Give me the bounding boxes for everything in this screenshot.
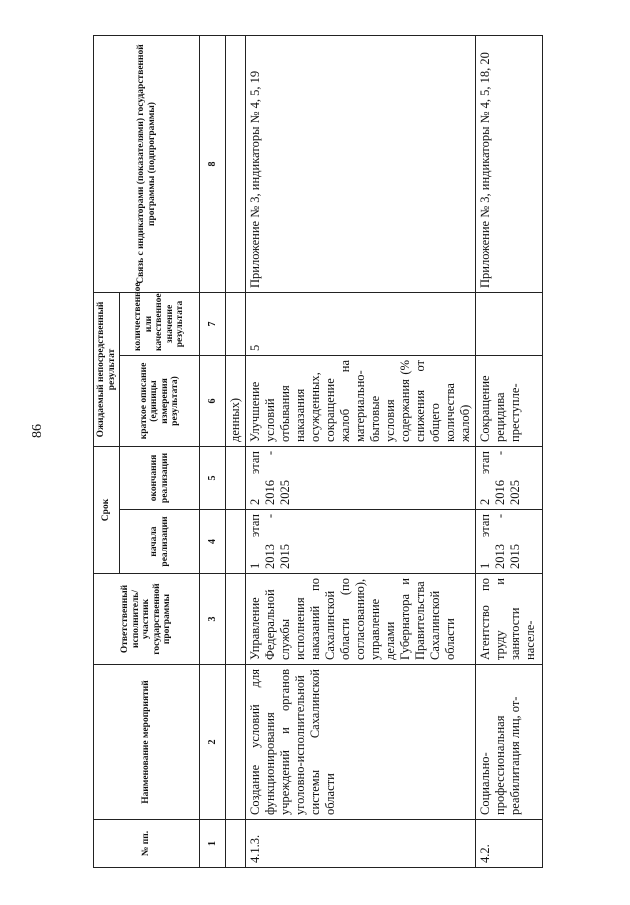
row-name: Социально-профессиональная реабилитация лиц, от-	[476, 665, 543, 820]
page-number: 86	[30, 424, 45, 438]
header-num: № пп.	[94, 820, 200, 868]
header-quant: количественное или качественное значение результата	[120, 293, 200, 356]
row-start: 1 этап 2013 - 2015	[246, 510, 476, 574]
header-executor: Ответственный исполнитель/ участник государственной программы	[94, 574, 200, 665]
header-link: Связь с индикаторами (показателями) государственной программы (подпрограммы)	[94, 36, 200, 293]
row-short: Сокращение рецидива преступле-	[476, 356, 543, 447]
header-name: Наименование мероприятий	[94, 665, 200, 820]
row-quant	[476, 293, 543, 356]
row-end: 2 этап 2016 - 2025	[246, 447, 476, 510]
rotated-table-container	[93, 36, 537, 868]
table-row	[476, 36, 543, 868]
column-number: 1	[200, 820, 226, 868]
row-short: Улучшение условий отбывания наказания осужденных, сокращение жалоб на материально-бытовые условия содержания (% снижения от общего количества жалоб)	[246, 356, 476, 447]
column-number: 3	[200, 574, 226, 665]
table-row	[246, 36, 476, 868]
header-start: начала реализации	[120, 510, 200, 574]
header-term: Срок	[94, 447, 120, 574]
column-number: 7	[200, 293, 226, 356]
row-link: Приложение № 3, индикаторы № 4, 5, 19	[246, 36, 476, 293]
program-table	[93, 35, 543, 868]
row-link: Приложение № 3, индикаторы № 4, 5, 18, 20	[476, 36, 543, 293]
row-executor: Агентство по труду и занятости населе-	[476, 574, 543, 665]
carry-over-text: денных)	[226, 356, 246, 447]
row-name: Создание условий для функционирования учреждений и органов уголовно-исполнительной системы Сахалинской области	[246, 665, 476, 820]
column-number: 8	[200, 36, 226, 293]
row-quant: 5	[246, 293, 476, 356]
header-short: краткое описание (единицы измерения результата)	[120, 356, 200, 447]
column-number: 4	[200, 510, 226, 574]
row-executor: Управление Федеральной службы исполнения наказаний по Сахалинской области (по согласованию), управление делами Губернатора и Правительства Сахалинской области	[246, 574, 476, 665]
header-result: Ожидаемый непосредственный результат	[94, 293, 120, 447]
row-number: 4.1.3.	[246, 820, 476, 868]
row-end: 2 этап 2016 - 2025	[476, 447, 543, 510]
row-start: 1 этап 2013 - 2015	[476, 510, 543, 574]
column-number: 2	[200, 665, 226, 820]
row-number: 4.2.	[476, 820, 543, 868]
column-number: 6	[200, 356, 226, 447]
column-number: 5	[200, 447, 226, 510]
header-end: окончания реализации	[120, 447, 200, 510]
